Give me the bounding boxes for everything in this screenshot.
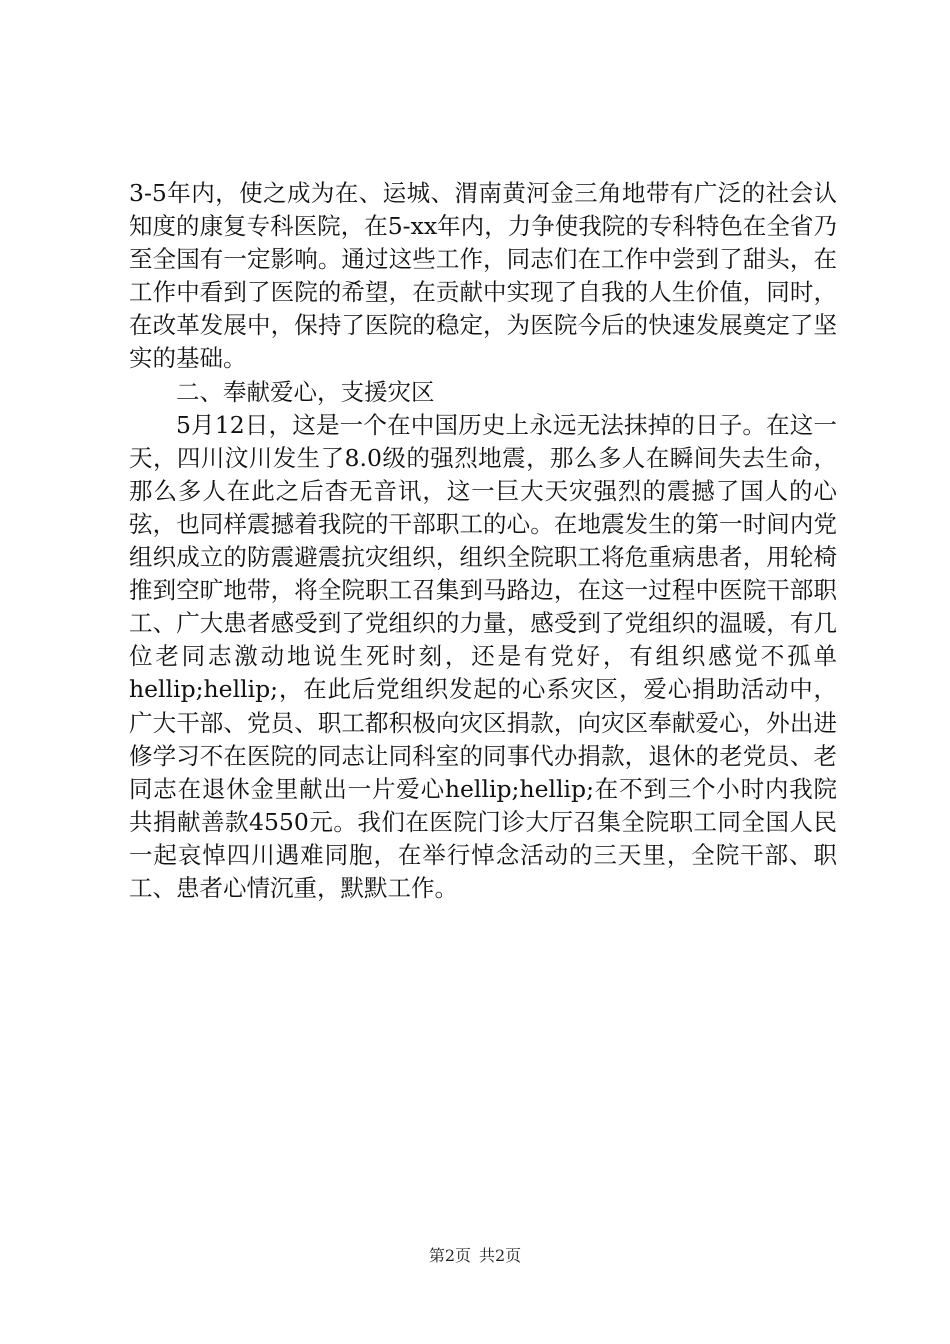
paragraph-earthquake: 5月12日，这是一个在中国历史上永远无法抹掉的日子。在这一天，四川汶川发生了8.0级的强烈地震，那么多人在瞬间失去生命，那么多人在此之后杳无音讯，这一巨大天灾强烈的震撼了国人的心弦，也同样震撼着我院的干部职工的心。在地震发生的第一时间内党组织成立的防震避震抗灾组织，组织全院职工将危重病患者，用轮椅推到空旷地带，将全院职工召集到马路边，在这一过程中医院干部职工、广大患者感受到了党组织的力量，感受到了党组织的温暖，有几位老同志激动地说生死时刻，还是有党好，有组织感觉不孤单hellip;hellip;，在此后党组织发起的心系灾区，爱心捐助活动中，广大干部、党员、职工都积极向灾区捐款，向灾区奉献爱心，外出进修学习不在医院的同志让同科室的同事代办捐款，退休的老党员、老同志在退休金里献出一片爱心hellip;hellip;在不到三个小时内我院共捐献善款4550元。我们在医院门诊大厅召集全院职工同全国人民一起哀悼四川遇难同胞，在举行悼念活动的三天里，全院干部、职工、患者心情沉重，默默工作。 xyxy=(129,410,837,902)
page-total: 共2页 xyxy=(479,1246,522,1265)
document-body xyxy=(129,177,837,905)
page-number: 第2页 xyxy=(428,1246,471,1265)
section-heading: 二、奉献爱心，支援灾区 xyxy=(176,377,435,406)
page-footer xyxy=(0,1243,950,1266)
paragraph-continuation: 3-5年内，使之成为在、运城、渭南黄河金三角地带有广泛的社会认知度的康复专科医院，在5-xx年内，力争使我院的专科特色在全省乃至全国有一定影响。通过这些工作，同志们在工作中尝到了甜头，在工作中看到了医院的希望，在贡献中实现了自我的人生价值，同时，在改革发展中，保持了医院的稳定，为医院今后的快速发展奠定了坚实的基础。 xyxy=(129,179,837,373)
